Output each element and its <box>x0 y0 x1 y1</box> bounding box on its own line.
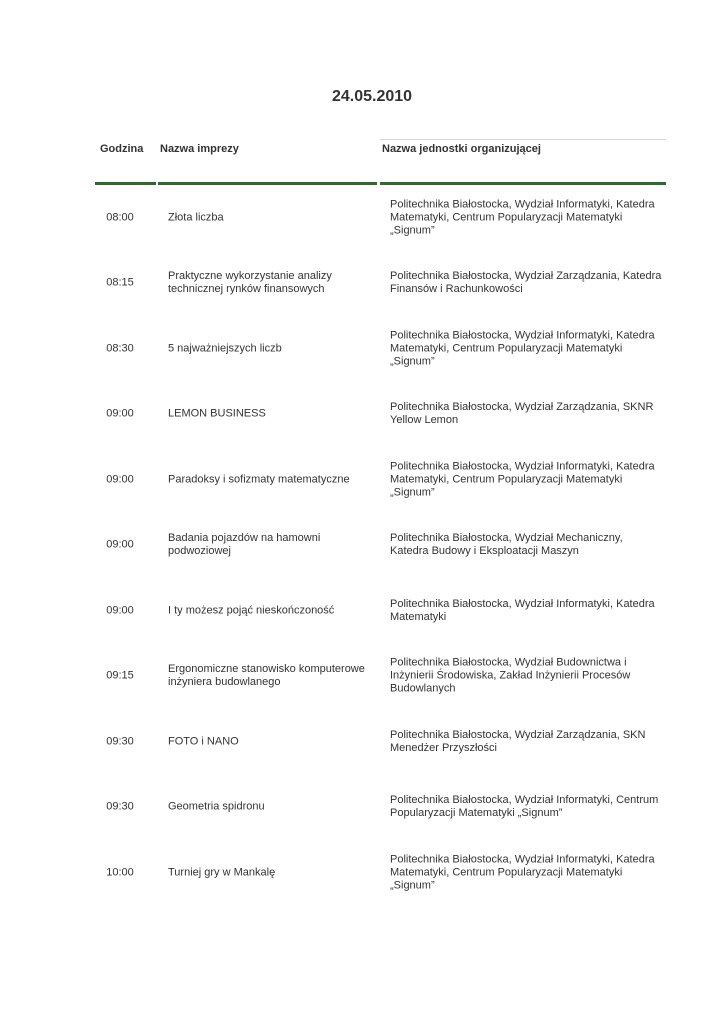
row-time: 08:00 <box>106 211 134 224</box>
row-event: Paradoksy i sofizmaty matematyczne <box>168 473 350 486</box>
table-row <box>95 840 666 906</box>
row-event: FOTO i NANO <box>168 735 239 748</box>
row-event: Turniej gry w Mankalę <box>168 866 276 879</box>
column-header-event: Nazwa imprezy <box>160 143 239 155</box>
row-event: Praktyczne wykorzystanie analizy technicznej rynków finansowych <box>168 270 332 296</box>
column-header-organizer: Nazwa jednostki organizującej <box>382 143 541 155</box>
row-event: 5 najważniejszych liczb <box>168 342 282 355</box>
header-top-rule <box>380 139 666 140</box>
table-row <box>95 251 666 317</box>
row-organizer: Politechnika Białostocka, Wydział Informatyki, Katedra Matematyki, Centrum Popularyzacji Matematyki „Signum” <box>390 853 655 892</box>
row-time: 09:30 <box>106 735 134 748</box>
row-time: 09:00 <box>106 538 134 551</box>
row-time: 09:00 <box>106 407 134 420</box>
row-organizer: Politechnika Białostocka, Wydział Zarządzania, SKN Menedżer Przyszłości <box>390 728 646 754</box>
row-organizer: Politechnika Białostocka, Wydział Zarządzania, SKNR Yellow Lemon <box>390 401 654 427</box>
row-time: 09:15 <box>106 669 134 682</box>
row-organizer: Politechnika Białostocka, Wydział Zarządzania, Katedra Finansów i Rachunkowości <box>390 270 662 296</box>
table-row <box>95 185 666 251</box>
table-row <box>95 644 666 710</box>
row-time: 08:15 <box>106 276 134 289</box>
row-event: LEMON BUSINESS <box>168 407 266 420</box>
row-event: Złota liczba <box>168 211 224 224</box>
table-row <box>95 316 666 382</box>
row-time: 09:00 <box>106 604 134 617</box>
schedule-table-body <box>95 185 666 906</box>
page-title: 24.05.2010 <box>331 88 413 105</box>
table-row <box>95 513 666 579</box>
row-organizer: Politechnika Białostocka, Wydział Budownictwa i Inżynierii Środowiska, Zakład Inżynierii Procesów Budowlanych <box>390 656 631 695</box>
row-time: 08:30 <box>106 342 134 355</box>
row-event: Badania pojazdów na hamowni podwoziowej <box>168 532 321 558</box>
row-event: Ergonomiczne stanowisko komputerowe inżyniera budowlanego <box>168 663 365 689</box>
row-event: I ty możesz pojąć nieskończoność <box>168 604 335 617</box>
table-row <box>95 382 666 448</box>
row-organizer: Politechnika Białostocka, Wydział Informatyki, Katedra Matematyki <box>390 597 655 623</box>
table-row <box>95 578 666 644</box>
column-header-time: Godzina <box>100 143 144 155</box>
row-organizer: Politechnika Białostocka, Wydział Mechaniczny, Katedra Budowy i Eksploatacji Maszyn <box>390 532 623 558</box>
table-header <box>95 143 666 183</box>
row-time: 09:30 <box>106 800 134 813</box>
row-organizer: Politechnika Białostocka, Wydział Informatyki, Centrum Popularyzacji Matematyki „Signum” <box>390 794 659 820</box>
row-organizer: Politechnika Białostocka, Wydział Informatyki, Katedra Matematyki, Centrum Popularyzacji Matematyki „Signum” <box>390 198 655 237</box>
row-event: Geometria spidronu <box>168 800 265 813</box>
row-time: 10:00 <box>106 866 134 879</box>
table-row <box>95 709 666 775</box>
table-row <box>95 447 666 513</box>
row-time: 09:00 <box>106 473 134 486</box>
table-row <box>95 775 666 841</box>
row-organizer: Politechnika Białostocka, Wydział Informatyki, Katedra Matematyki, Centrum Popularyzacji Matematyki „Signum” <box>390 329 655 368</box>
row-organizer: Politechnika Białostocka, Wydział Informatyki, Katedra Matematyki, Centrum Popularyzacji Matematyki „Signum” <box>390 460 655 499</box>
